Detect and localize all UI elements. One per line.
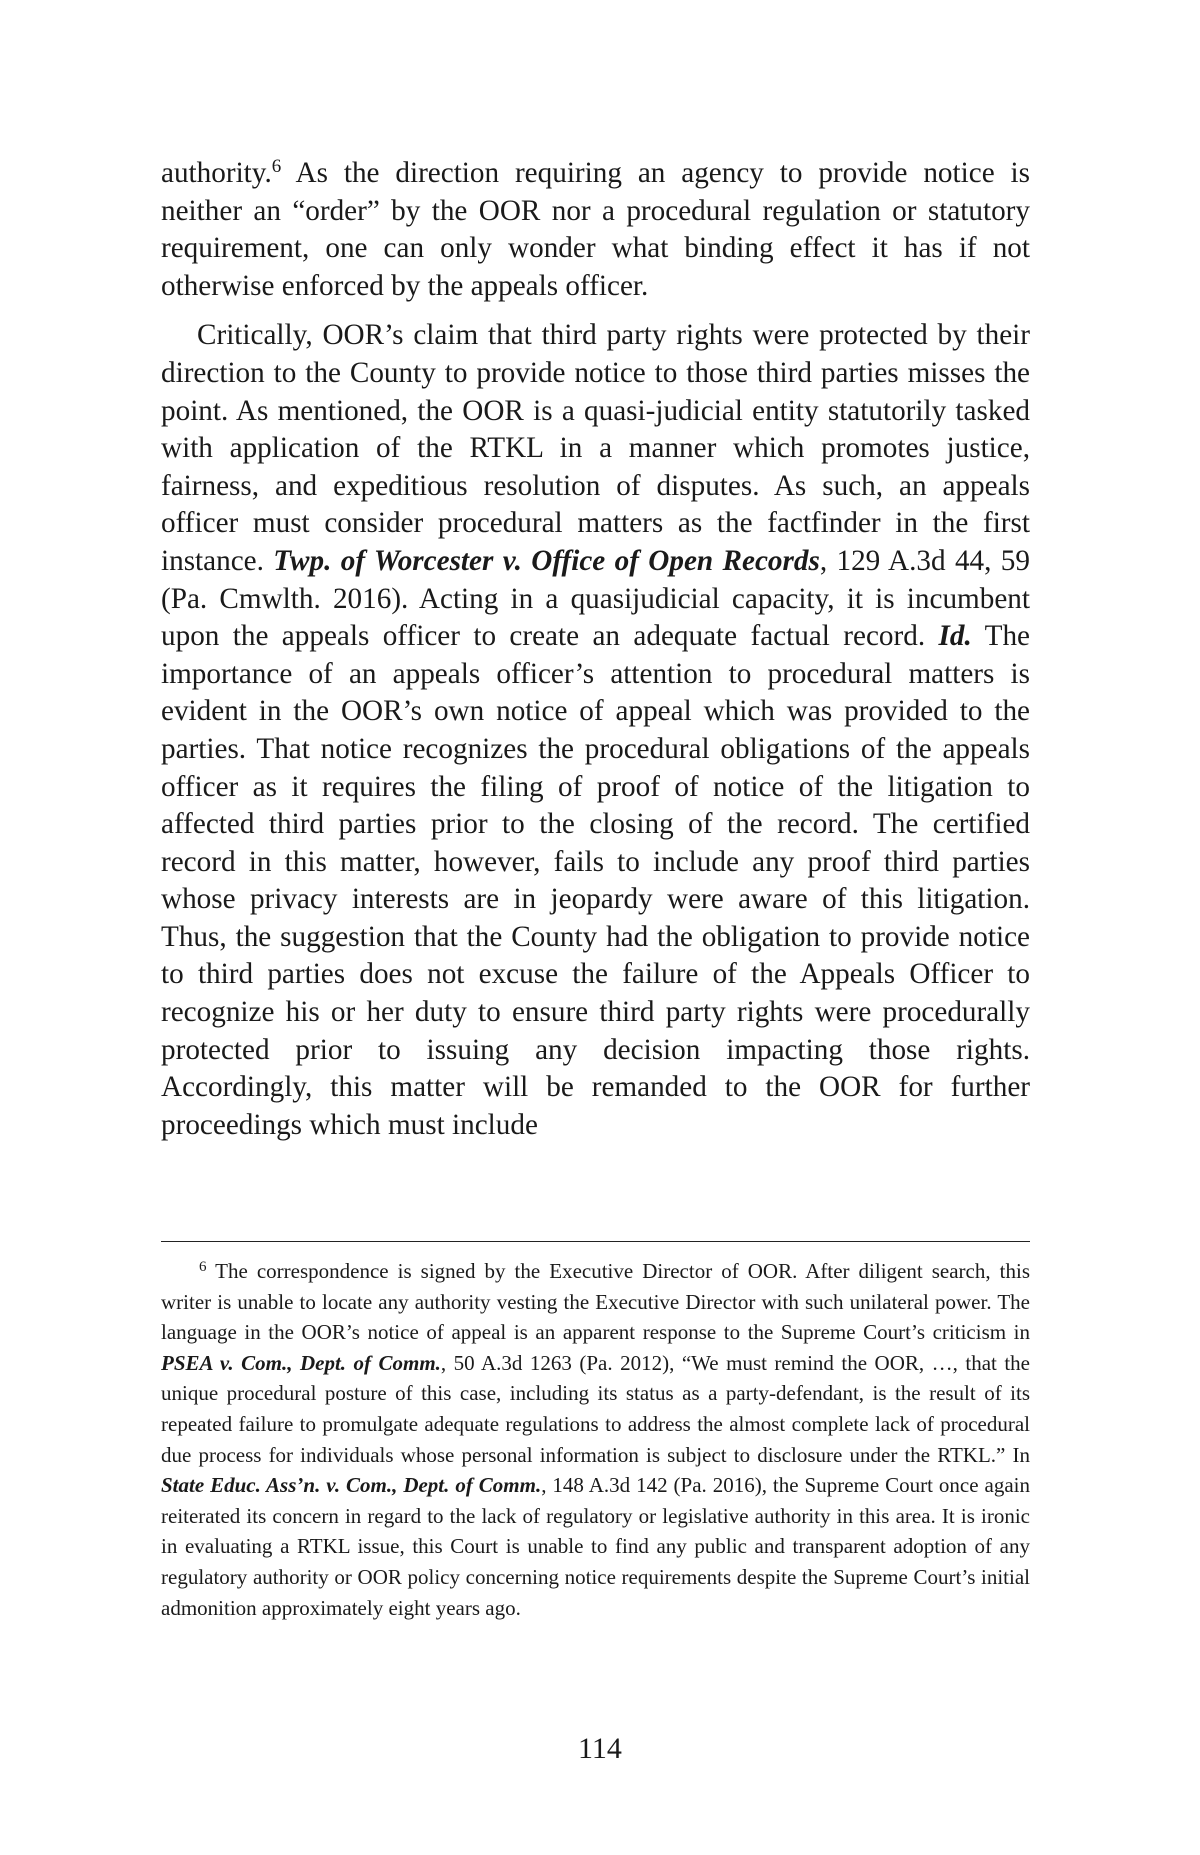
case-citation-psea: PSEA v. Com., Dept. of Comm. — [161, 1350, 441, 1375]
footnote-paragraph — [161, 1256, 1030, 1623]
page-number: 114 — [578, 1732, 622, 1765]
footnote-number: 6 — [199, 1259, 207, 1275]
footnote-6 — [161, 1256, 1030, 1623]
footnote-text-c: , 148 A.3d 142 (Pa. 2016), the Supreme Court once again reiterated its concern in regard to the lack of regulatory or legislative authority in this area. It is ironic in evaluating a RTKL issue, this Court is unable to find any public and transparent adoption of any regulatory authority or OOR policy concerning notice requirements despite the Supreme Court’s initial admonition approximately eight years ago. — [161, 1473, 1030, 1620]
footnote-divider — [161, 1241, 1030, 1242]
case-citation-id: Id. — [938, 620, 972, 653]
footnote-text-b: , 50 A.3d 1263 (Pa. 2012), “We must remind the OOR, …, that the unique procedural posture of this case, including its status as a party-defendant, is the result of its repeated failure to promulgate adequate regulations to address the almost complete lack of procedural due process for individuals whose personal information is subject to disclosure under the RTKL.” In — [161, 1350, 1030, 1467]
footnote-reference[interactable]: 6 — [271, 156, 282, 177]
main-text — [161, 155, 1030, 1144]
paragraph-1-text-start: authority. — [161, 157, 272, 189]
paragraph-2-text-c: The importance of an appeals officer’s attention to procedural matters is evident in the OOR’s own notice of appeal which was provided to the parties. That notice recognizes the procedural obligations of the appeals officer as it requires the filing of proof of notice of the litigation to affected third parties prior to the closing of the record. The certified record in this matter, however, fails to include any proof third parties whose privacy interests are in jeopardy were aware of this litigation. Thus, the suggestion that the County had the obligation to provide notice to third parties does not excuse the failure of the Appeals Officer to recognize his or her duty to ensure third party rights were procedurally protected prior to issuing any decision impacting those rights. Accordingly, this matter will be remanded to the OOR for further proceedings which must include — [161, 620, 1030, 1141]
paragraph-2-text-a: Critically, OOR’s claim that third party rights were protected by their direction to the County to provide notice to those third parties misses the point. As mentioned, the OOR is a quasi-judicial entity statutorily tasked with application of the RTKL in a manner which promotes justice, fairness, and expeditious resolution of disputes. As such, an appeals officer must consider procedural matters as the factfinder in the first instance. — [161, 319, 1030, 577]
case-citation-worcester: Twp. of Worcester v. Office of Open Records — [273, 544, 820, 577]
paragraph-1 — [161, 155, 1030, 305]
paragraph-2-text-b: , 129 A.3d 44, 59 (Pa. Cmwlth. 2016). Acting in a quasijudicial capacity, it is incumbent upon the appeals officer to create an adequate factual record. — [161, 544, 1030, 653]
footnote-text-a: The correspondence is signed by the Executive Director of OOR. After diligent search, this writer is unable to locate any authority vesting the Executive Director with such unilateral power. The language in the OOR’s notice of appeal is an apparent response to the Supreme Court’s criticism in — [161, 1259, 1030, 1345]
paragraph-2 — [161, 317, 1030, 1144]
case-citation-state-educ: State Educ. Ass’n. v. Com., Dept. of Comm. — [161, 1473, 542, 1498]
paragraph-1-text-end: As the direction requiring an agency to provide notice is neither an “order” by the OOR nor a procedural regulation or statutory requirement, one can only wonder what binding effect it has if not otherwise enforced by the appeals officer. — [161, 157, 1030, 302]
